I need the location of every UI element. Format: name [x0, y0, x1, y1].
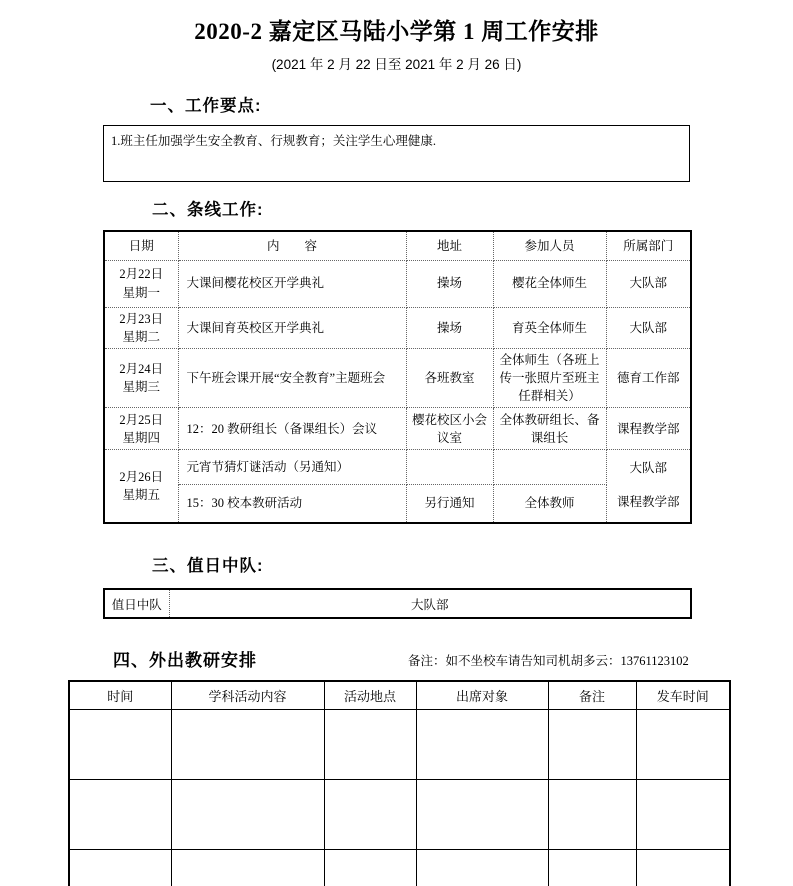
date-line: 2月26日 [119, 470, 164, 484]
table-row [104, 307, 691, 348]
outing-empty-row [69, 849, 730, 886]
week-line: 星期一 [122, 285, 160, 300]
outing-note: 备注：如不坐校车请告知司机胡多云：13761123102 [408, 654, 689, 669]
outing-table [68, 680, 731, 886]
table-row [104, 408, 691, 450]
header-location: 活动地点 [324, 681, 416, 709]
empty-cell [69, 709, 171, 779]
place-cell: 各班教室 [406, 348, 493, 407]
department-cell [606, 450, 691, 524]
page-title: 2020-2 嘉定区马陆小学第 1 周工作安排 [194, 19, 599, 44]
empty-cell [69, 779, 171, 849]
header-departure-time: 发车时间 [636, 681, 730, 709]
content-cell: 12：20 教研组长（备课组长）会议 [178, 408, 406, 450]
keypoints-box [103, 125, 690, 182]
outing-empty-row [69, 779, 730, 849]
week-line: 星期三 [122, 379, 160, 394]
participants-cell: 全体教师 [493, 484, 606, 523]
empty-cell [416, 709, 548, 779]
participants-cell: 樱花全体师生 [493, 260, 606, 307]
empty-cell [548, 709, 636, 779]
participants-cell: 育英全体师生 [493, 307, 606, 348]
header-place: 地址 [406, 231, 493, 260]
place-cell: 操场 [406, 307, 493, 348]
department-cell: 课程教学部 [606, 408, 691, 450]
empty-cell [636, 779, 730, 849]
table-row [104, 348, 691, 407]
date-cell [104, 260, 178, 307]
outing-empty-row [69, 709, 730, 779]
participants-cell [493, 450, 606, 485]
content-cell: 大课间育英校区开学典礼 [178, 307, 406, 348]
empty-cell [636, 709, 730, 779]
table-row [104, 589, 691, 618]
week-line: 星期五 [122, 488, 160, 503]
empty-cell [548, 779, 636, 849]
department-line: 大队部 [629, 461, 667, 476]
place-cell: 另行通知 [406, 484, 493, 523]
place-cell [406, 450, 493, 485]
date-cell [104, 450, 178, 524]
weekly-schedule-table [103, 230, 692, 524]
empty-cell [171, 709, 324, 779]
empty-cell [171, 779, 324, 849]
header-participants: 参加人员 [493, 231, 606, 260]
department-cell: 大队部 [606, 307, 691, 348]
participants-cell: 全体师生（各班上传一张照片至班主任群相关） [493, 348, 606, 407]
date-line: 2月22日 [119, 267, 164, 282]
empty-cell [69, 849, 171, 886]
content-cell: 元宵节猜灯谜活动（另通知） [178, 450, 406, 485]
header-date: 日期 [104, 231, 178, 260]
header-attendees: 出席对象 [416, 681, 548, 709]
department-cell: 大队部 [606, 260, 691, 307]
header-content: 内 容 [178, 231, 406, 260]
empty-cell [636, 849, 730, 886]
table-row [104, 450, 691, 485]
schedule-header-row [104, 231, 691, 260]
keypoints-text: 1.班主任加强学生安全教育、行规教育；关注学生心理健康. [111, 134, 437, 148]
section-heading-outing: 四、外出教研安排 [113, 651, 257, 671]
empty-cell [324, 849, 416, 886]
page-subtitle: (2021 年 2 月 22 日至 2021 年 2 月 26 日) [271, 57, 522, 72]
date-line: 2月24日 [119, 361, 164, 376]
place-cell: 樱花校区小会议室 [406, 408, 493, 450]
empty-cell [416, 779, 548, 849]
date-cell [104, 307, 178, 348]
content-cell: 大课间樱花校区开学典礼 [178, 260, 406, 307]
content-cell: 15：30 校本教研活动 [178, 484, 406, 523]
date-line: 2月23日 [119, 311, 164, 326]
empty-cell [416, 849, 548, 886]
duty-label-cell: 值日中队 [104, 589, 169, 618]
header-subject-activity: 学科活动内容 [171, 681, 324, 709]
date-cell [104, 348, 178, 407]
place-cell: 操场 [406, 260, 493, 307]
section-heading-lines: 二、条线工作: [152, 201, 264, 219]
header-remarks: 备注 [548, 681, 636, 709]
table-row [104, 484, 691, 523]
section-heading-duty: 三、值日中队: [152, 557, 264, 576]
empty-cell [324, 709, 416, 779]
outing-empty-rows [69, 709, 730, 886]
participants-cell: 全体教研组长、备课组长 [493, 408, 606, 450]
outing-heading-row [0, 646, 793, 670]
empty-cell [171, 849, 324, 886]
table-row [104, 260, 691, 307]
week-line: 星期四 [122, 430, 160, 445]
empty-cell [548, 849, 636, 886]
header-department: 所属部门 [606, 231, 691, 260]
department-cell: 德育工作部 [606, 348, 691, 407]
department-line: 课程教学部 [616, 495, 680, 510]
duty-value-cell: 大队部 [169, 589, 691, 618]
content-cell: 下午班会课开展“安全教育”主题班会 [178, 348, 406, 407]
empty-cell [324, 779, 416, 849]
week-line: 星期二 [122, 329, 160, 344]
duty-table [103, 588, 692, 619]
outing-header-row [69, 681, 730, 709]
section-heading-keypoints: 一、工作要点: [150, 97, 262, 115]
header-time: 时间 [69, 681, 171, 709]
date-line: 2月25日 [119, 412, 164, 427]
date-cell [104, 408, 178, 450]
